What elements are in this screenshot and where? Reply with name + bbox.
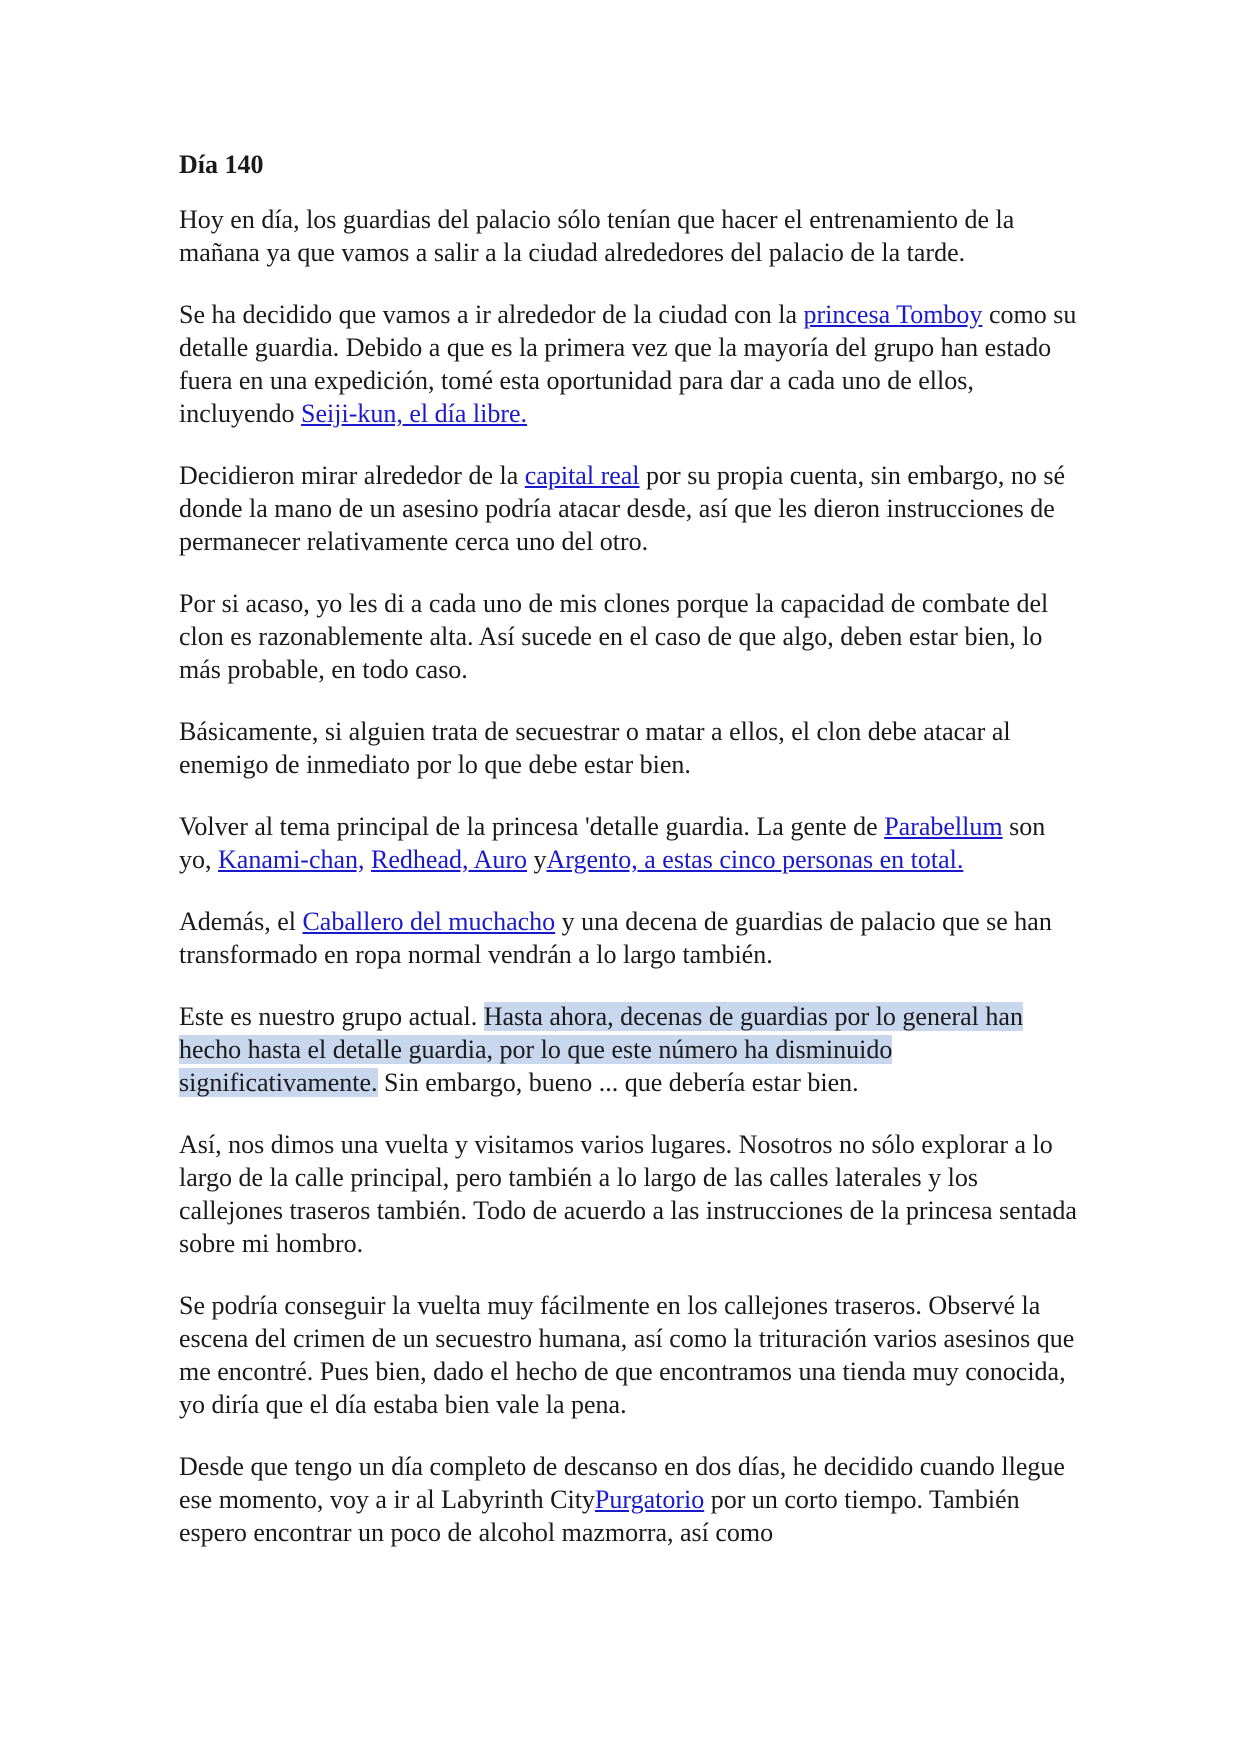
inline-link[interactable]: Kanami-chan, [218, 845, 365, 874]
paragraph-text: Se podría conseguir la vuelta muy fácilmente en los callejones traseros. Observé la escena del crimen de un secuestro humana, así como la trituración varios asesinos que me encontré. Pues bien, dado el hecho de que encontramos una tienda muy conocida, yo diría que el día estaba bien vale la pena. [179, 1291, 1075, 1419]
paragraph-text: Hoy en día, los guardias del palacio sólo tenían que hacer el entrenamiento de la mañana ya que vamos a salir a la ciudad alrededores del palacio de la tarde. [179, 205, 1015, 267]
paragraph-text: como su detalle guardia. Debido a que es la primera vez que la mayoría del grupo han estado fuera en una expedición, tomé esta oportunidad para dar a cada uno de ellos, incluyendo [179, 300, 1077, 428]
paragraph-text: Básicamente, si alguien trata de secuestrar o matar a ellos, el clon debe atacar al enemigo de inmediato por lo que debe estar bien. [179, 717, 1011, 779]
paragraph [179, 810, 1079, 876]
paragraph [179, 298, 1079, 430]
chapter-title: Día 140 [179, 150, 264, 179]
paragraph [179, 905, 1079, 971]
inline-link[interactable]: Parabellum [884, 812, 1003, 841]
paragraph-text: Por si acaso, yo les di a cada uno de mis clones porque la capacidad de combate del clon es razonablemente alta. Así sucede en el caso de que algo, deben estar bien, lo más probable, en todo caso. [179, 589, 1049, 684]
paragraph [179, 1450, 1079, 1549]
inline-link[interactable]: Argento, a estas cinco personas en total. [546, 845, 964, 874]
paragraph-text: Desde que tengo un día completo de descanso en dos días, he decidido cuando llegue ese momento, voy a ir al Labyrinth City [179, 1452, 1065, 1514]
paragraph-text: Además, el [179, 907, 303, 936]
paragraph-text: por un corto tiempo. También espero encontrar un poco de alcohol mazmorra, así como [179, 1485, 1020, 1547]
inline-link[interactable]: Redhead, Auro [371, 845, 528, 874]
paragraph [179, 1000, 1079, 1099]
paragraph [179, 715, 1079, 781]
paragraph-text: Así, nos dimos una vuelta y visitamos varios lugares. Nosotros no sólo explorar a lo largo de la calle principal, pero también a lo largo de las calles laterales y los callejones traseros también. Todo de acuerdo a las instrucciones de la princesa sentada sobre mi hombro. [179, 1130, 1077, 1258]
paragraph-text: y [527, 845, 547, 874]
inline-link[interactable]: Purgatorio [594, 1485, 705, 1514]
highlighted-text: Hasta ahora, decenas de guardias por lo general han hecho hasta el detalle guardia, por lo que este número ha disminuido significativamente. [179, 1002, 1023, 1097]
paragraph [179, 459, 1079, 558]
paragraph [179, 203, 1079, 269]
inline-link[interactable]: Seiji-kun, el día libre. [301, 399, 528, 428]
paragraph-text: son yo, [179, 812, 1046, 874]
paragraph [179, 587, 1079, 686]
paragraph-text: Sin embargo, bueno ... que debería estar bien. [377, 1068, 859, 1097]
paragraph-text: por su propia cuenta, sin embargo, no sé donde la mano de un asesino podría atacar desde, así que les dieron instrucciones de permanecer relativamente cerca uno del otro. [179, 461, 1066, 556]
paragraph-text: Se ha decidido que vamos a ir alrededor de la ciudad con la [179, 300, 804, 329]
paragraph-list [179, 203, 1079, 1549]
inline-link[interactable]: princesa Tomboy [803, 300, 983, 329]
paragraph-text: y una decena de guardias de palacio que se han transformado en ropa normal vendrán a lo largo también. [179, 907, 1052, 969]
paragraph-text: Este es nuestro grupo actual. [179, 1002, 484, 1031]
paragraph-text: Volver al tema principal de la princesa 'detalle guardia. La gente de [179, 812, 885, 841]
document-body [179, 148, 1079, 1578]
paragraph-text: Decidieron mirar alrededor de la [179, 461, 525, 490]
paragraph [179, 1128, 1079, 1260]
inline-link[interactable]: Caballero del muchacho [302, 907, 556, 936]
inline-link[interactable]: capital real [524, 461, 640, 490]
paragraph [179, 1289, 1079, 1421]
